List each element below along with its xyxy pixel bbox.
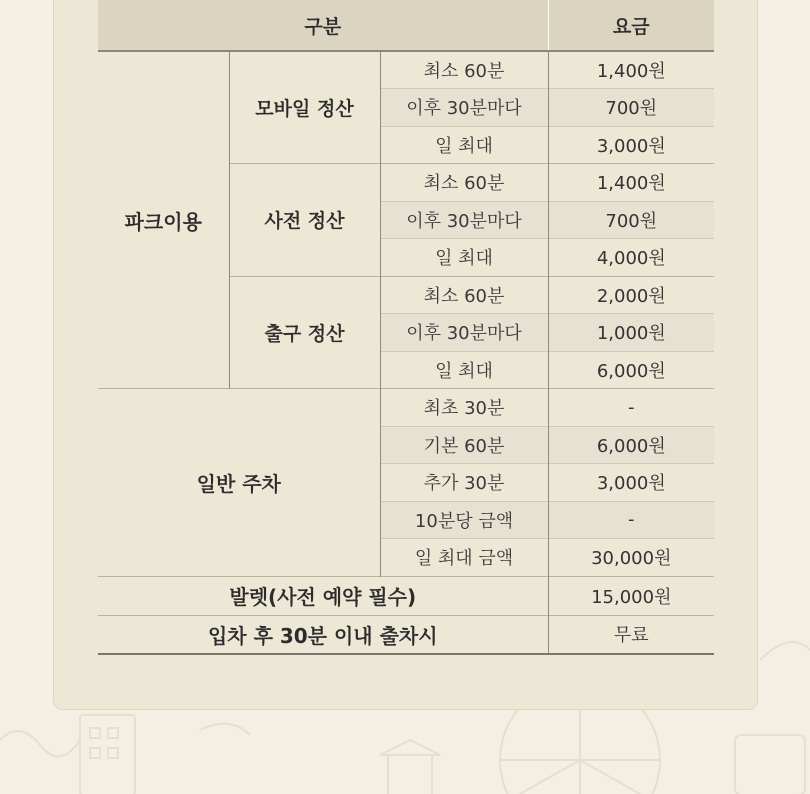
fee-price: 3,000원 xyxy=(548,126,714,164)
fee-item: 일 최대 xyxy=(380,351,548,389)
fee-item: 10분당 금액 xyxy=(380,501,548,539)
fee-item: 일 최대 금액 xyxy=(380,539,548,577)
fee-item: 최소 60분 xyxy=(380,276,548,314)
fee-item: 이후 30분마다 xyxy=(380,314,548,352)
fee-price: - xyxy=(548,501,714,539)
subgroup-label-mobile: 모바일 정산 xyxy=(229,51,380,164)
fee-item: 이후 30분마다 xyxy=(380,201,548,239)
fee-item: 최소 60분 xyxy=(380,164,548,202)
table-row xyxy=(98,389,714,427)
header-fee: 요금 xyxy=(548,0,714,51)
valet-price: 15,000원 xyxy=(548,576,714,615)
fee-item: 최소 60분 xyxy=(380,51,548,89)
table-row xyxy=(98,615,714,654)
fee-price: 1,000원 xyxy=(548,314,714,352)
fee-price: 4,000원 xyxy=(548,239,714,277)
fee-item: 추가 30분 xyxy=(380,464,548,502)
header-category: 구분 xyxy=(98,0,548,51)
table-row xyxy=(98,576,714,615)
subgroup-label-prepay: 사전 정산 xyxy=(229,164,380,277)
fee-price: 1,400원 xyxy=(548,164,714,202)
table-header-row xyxy=(98,0,714,51)
fee-item: 일 최대 xyxy=(380,239,548,277)
fee-price: 6,000원 xyxy=(548,351,714,389)
parking-fee-table xyxy=(98,0,714,655)
fee-price: 700원 xyxy=(548,89,714,127)
valet-label: 발렛(사전 예약 필수) xyxy=(98,576,548,615)
table-row xyxy=(98,51,714,89)
fee-item: 최초 30분 xyxy=(380,389,548,427)
free-exit-label: 입차 후 30분 이내 출차시 xyxy=(98,615,548,654)
group-label-general: 일반 주차 xyxy=(98,389,380,577)
fee-price: - xyxy=(548,389,714,427)
fee-price: 30,000원 xyxy=(548,539,714,577)
group-label-park: 파크이용 xyxy=(98,51,229,389)
fee-item: 이후 30분마다 xyxy=(380,89,548,127)
fee-price: 700원 xyxy=(548,201,714,239)
fee-price: 2,000원 xyxy=(548,276,714,314)
fee-price: 1,400원 xyxy=(548,51,714,89)
fee-price: 3,000원 xyxy=(548,464,714,502)
free-exit-price: 무료 xyxy=(548,615,714,654)
fee-item: 일 최대 xyxy=(380,126,548,164)
subgroup-label-exit: 출구 정산 xyxy=(229,276,380,389)
fee-price: 6,000원 xyxy=(548,426,714,464)
fee-item: 기본 60분 xyxy=(380,426,548,464)
